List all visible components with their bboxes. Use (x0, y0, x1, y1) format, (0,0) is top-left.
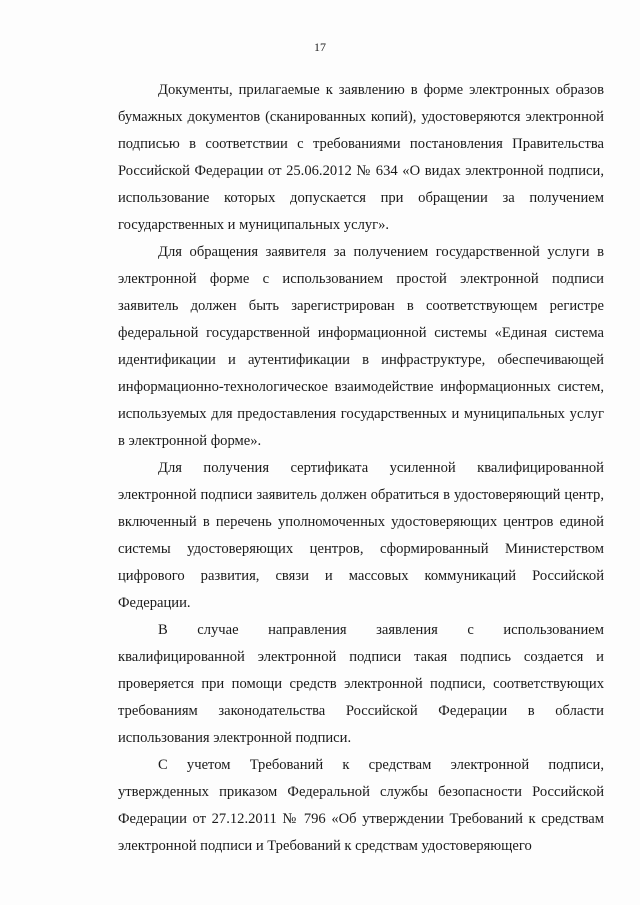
paragraph-5: С учетом Требований к средствам электронной подписи, утвержденных приказом Федеральной службы безопасности Российской Федерации от 27.12.2011 № 796 «Об утверждении Требований к средствам электронной подписи и Требований к средствам удостоверяющего (118, 757, 604, 854)
paragraph-1: Документы, прилагаемые к заявлению в форме электронных образов бумажных документов (сканированных копий), удостоверяются электронной подписью в соответствии с требованиями постановления Правительства Российской Федерации от 25.06.2012 № 634 «О видах электронной подписи, использование которых допускается при обращении за получением государственных и муниципальных услуг». (118, 82, 604, 233)
paragraph-2: Для обращения заявителя за получением государственной услуги в электронной форме с использованием простой электронной подписи заявитель должен быть зарегистрирован в соответствующем регистре федеральной государственной информационной системы «Единая система идентификации и аутентификации в инфраструктуре, обеспечивающей информационно-технологическое взаимодействие информационных систем, используемых для предоставления государственных и муниципальных услуг в электронной форме». (118, 244, 604, 449)
paragraph-3: Для получения сертификата усиленной квалифицированной электронной подписи заявитель должен обратиться в удостоверяющий центр, включенный в перечень уполномоченных удостоверяющих центров единой системы удостоверяющих центров, сформированный Министерством цифрового развития, связи и массовых коммуникаций Российской Федерации. (118, 460, 604, 611)
paragraph-4: В случае направления заявления с использованием квалифицированной электронной подписи такая подпись создается и проверяется при помощи средств электронной подписи, соответствующих требованиям законодательства Российской Федерации в области использования электронной подписи. (118, 622, 604, 746)
document-body (118, 77, 604, 860)
page-number: 17 (314, 40, 326, 54)
